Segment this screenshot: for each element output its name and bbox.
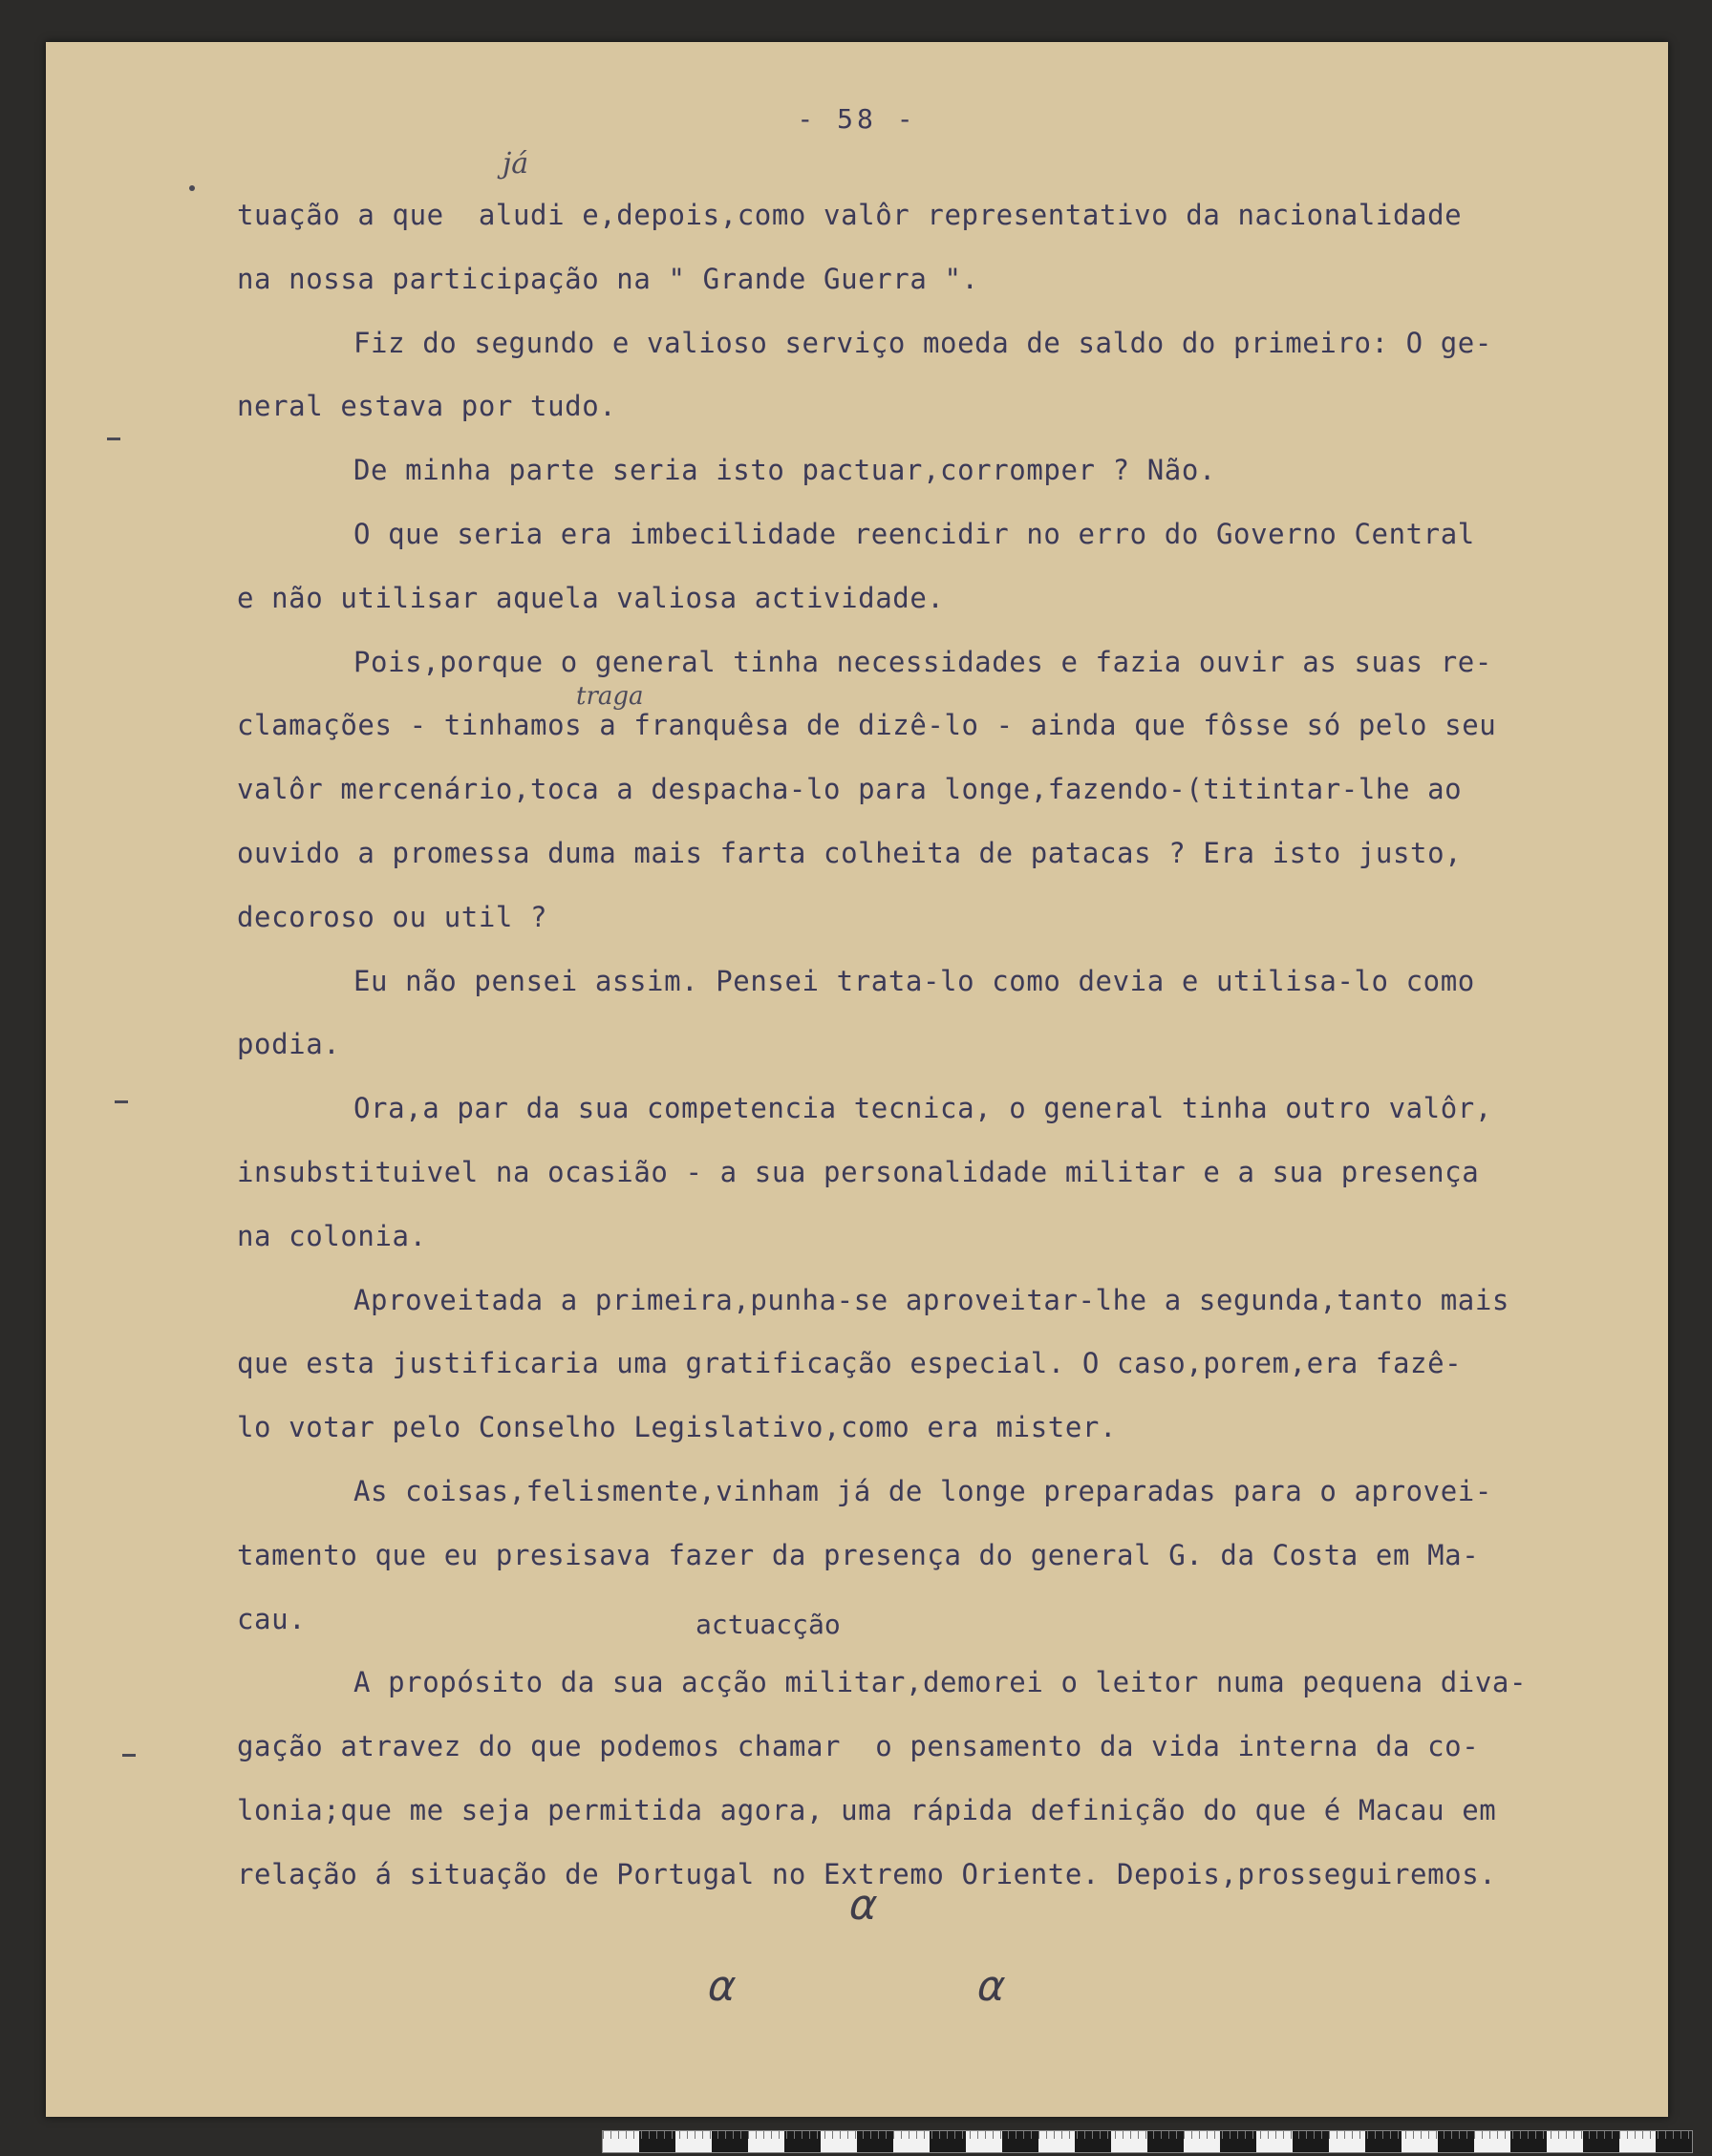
text-line: A propósito da sua acção militar,demorei o leitor numa pequena diva- <box>353 1666 1528 1699</box>
text-line: lonia;que me seja permitida agora, uma rápida definição do que é Macau em <box>237 1793 1497 1826</box>
margin-dot <box>189 185 195 191</box>
ruler-ticks <box>603 2131 1692 2139</box>
page-number: - 58 - <box>797 103 917 135</box>
text-line: lo votar pelo Conselho Legislativo,como era mister. <box>237 1411 1118 1444</box>
body-text <box>237 183 1613 1907</box>
scale-ruler <box>602 2130 1693 2153</box>
text-line: na nossa participação na " Grande Guerra ". <box>237 262 979 295</box>
text-line: neral estava por tudo. <box>237 390 617 423</box>
handwritten-annotation: já <box>503 147 529 181</box>
text-line: tamento que eu presisava fazer da presença do general G. da Costa em Ma- <box>237 1538 1480 1571</box>
correction-mark: ⍺ <box>846 1881 875 1930</box>
text-line: gação atravez do que podemos chamar o pensamento da vida interna da co- <box>237 1730 1480 1763</box>
handwritten-annotation: traga <box>576 682 644 711</box>
text-line: que esta justificaria uma gratificação especial. O caso,porem,era fazê- <box>237 1347 1463 1380</box>
text-line: Eu não pensei assim. Pensei trata-lo como devia e utilisa-lo como <box>353 964 1475 997</box>
text-line: De minha parte seria isto pactuar,corromper ? Não. <box>353 454 1216 487</box>
correction-mark: ⍺ <box>974 1962 1003 2011</box>
margin-mark <box>107 438 120 440</box>
text-line: clamações - tinhamos a franquêsa de dizê-lo - ainda que fôsse só pelo seu <box>237 709 1497 742</box>
text-line: ouvido a promessa duma mais farta colheita de patacas ? Era isto justo, <box>237 836 1463 869</box>
text-line: valôr mercenário,toca a despacha-lo para longe,fazendo-(titintar-lhe ao <box>237 773 1463 806</box>
text-line: Fiz do segundo e valioso serviço moeda de saldo do primeiro: O ge- <box>353 326 1492 359</box>
correction-mark: ⍺ <box>705 1962 734 2011</box>
text-line: na colonia. <box>237 1219 427 1252</box>
text-line: As coisas,felismente,vinham já de longe preparadas para o aprovei- <box>353 1474 1492 1507</box>
text-line: e não utilisar aquela valiosa actividade. <box>237 581 945 614</box>
text-line: Aproveitada a primeira,punha-se aproveitar-lhe a segunda,tanto mais <box>353 1283 1509 1316</box>
text-line: podia. <box>237 1028 341 1061</box>
text-line: cau. <box>237 1602 307 1635</box>
text-line: Ora,a par da sua competencia tecnica, o general tinha outro valôr, <box>353 1092 1492 1125</box>
text-line: relação á situação de Portugal no Extremo Oriente. Depois,prosseguiremos. <box>237 1857 1497 1890</box>
text-line: Pois,porque o general tinha necessidades e fazia ouvir as suas re- <box>353 645 1492 678</box>
margin-mark <box>115 1100 128 1103</box>
text-line: insubstituivel na ocasião - a sua personalidade militar e a sua presença <box>237 1155 1480 1188</box>
handwritten-annotation: actuacção <box>696 1609 841 1640</box>
text-line: O que seria era imbecilidade reencidir no erro do Governo Central <box>353 517 1475 550</box>
document-page <box>46 42 1668 2117</box>
text-line: decoroso ou util ? <box>237 900 548 933</box>
text-line: tuação a que aludi e,depois,como valôr representativo da nacionalidade <box>237 199 1463 231</box>
margin-mark <box>122 1754 136 1757</box>
